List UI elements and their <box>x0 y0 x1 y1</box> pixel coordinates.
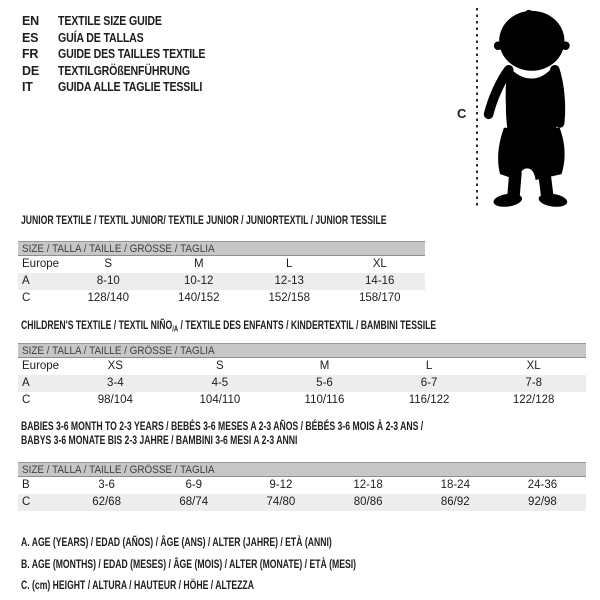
age-cell: 7-8 <box>525 377 542 389</box>
age-cell: 14-16 <box>365 275 395 287</box>
row-label: B <box>22 479 30 491</box>
height-cell: 104/110 <box>199 394 241 406</box>
months-cell: 24-36 <box>527 479 558 491</box>
months-cell: 3-6 <box>98 479 115 491</box>
height-measure-dotted-line <box>476 8 478 206</box>
junior-section-title: JUNIOR TEXTILE / TEXTIL JUNIOR/ TEXTILE JUNIOR / JUNIORTEXTIL / JUNIOR TESSILE <box>21 213 387 227</box>
row-label: Europe <box>22 258 60 270</box>
table-row-age <box>18 375 586 392</box>
legend-notes <box>21 532 486 597</box>
subscript-a: /A <box>172 324 179 334</box>
row-label: A <box>22 275 30 287</box>
row-label: A <box>22 377 30 389</box>
height-cell: 140/152 <box>177 292 220 304</box>
size-cell: L <box>425 360 433 372</box>
children-section-title: CHILDREN'S TEXTILE / TEXTIL NIÑO/A / TEXTILE DES ENFANTS / KINDERTEXTIL / BAMBINI TESSILE <box>21 318 437 334</box>
size-cell: XS <box>107 360 123 372</box>
table-row-height <box>18 290 425 307</box>
age-cell: 12-13 <box>274 275 304 287</box>
height-cell: 86/92 <box>440 496 470 508</box>
age-cell: 3-4 <box>106 377 124 389</box>
language-row-de <box>22 63 231 80</box>
children-size-table <box>18 343 586 409</box>
note-height-cm: C. (cm) HEIGHT / ALTURA / HAUTEUR / HÖHE / ALTEZZA <box>21 578 254 592</box>
language-row-it <box>22 79 231 96</box>
height-cell: 128/140 <box>87 292 130 304</box>
table-row-age <box>18 273 425 290</box>
height-cell: 110/116 <box>304 394 345 406</box>
table-row-europe <box>18 256 425 273</box>
height-cell: 122/128 <box>512 394 555 406</box>
language-row-fr <box>22 46 231 63</box>
months-cell: 9-12 <box>269 479 293 491</box>
height-cell: 68/74 <box>179 496 209 508</box>
row-label: Europe <box>22 360 60 372</box>
language-title: TEXTILE SIZE GUIDE <box>58 14 162 28</box>
size-cell: L <box>286 258 293 270</box>
age-cell: 10-12 <box>184 275 214 287</box>
size-header-bar: SIZE / TALLA / TAILLE / GRÖSSE / TAGLIA <box>18 241 425 256</box>
language-code: DE <box>22 63 39 78</box>
age-cell: 5-6 <box>316 377 333 389</box>
height-cell: 74/80 <box>266 496 296 508</box>
height-measure-label: C <box>457 106 467 121</box>
table-row-months <box>18 477 586 494</box>
toddler-silhouette-image <box>479 8 575 208</box>
size-header-bar: SIZE / TALLA / TAILLE / GRÖSSE / TAGLIA <box>18 462 586 477</box>
language-row-en <box>22 13 231 30</box>
size-cell: XL <box>526 360 541 372</box>
height-cell: 62/68 <box>92 496 121 508</box>
size-cell: S <box>216 360 224 372</box>
language-code: ES <box>22 30 39 45</box>
language-title-list <box>22 13 231 96</box>
junior-size-table <box>18 241 425 307</box>
size-header-bar: SIZE / TALLA / TAILLE / GRÖSSE / TAGLIA <box>18 343 586 358</box>
note-age-years: A. AGE (YEARS) / EDAD (AÑOS) / ÂGE (ANS) / ALTER (JAHRE) / ETÀ (ANNI) <box>21 535 332 549</box>
row-label: C <box>22 292 31 304</box>
height-cell: 80/86 <box>353 496 383 508</box>
age-cell: 6-7 <box>420 377 438 389</box>
language-title: GUIDA ALLE TAGLIE TESSILI <box>58 80 203 95</box>
age-cell: 8-10 <box>96 275 120 287</box>
size-cell: S <box>104 258 113 270</box>
language-code: EN <box>22 14 39 28</box>
language-title: TEXTILGRÖßENFÜHRUNG <box>58 63 190 78</box>
months-cell: 12-18 <box>353 479 383 491</box>
months-cell: 6-9 <box>185 479 203 491</box>
height-cell: 116/122 <box>408 394 450 406</box>
language-code: FR <box>22 47 39 62</box>
age-cell: 4-5 <box>211 377 229 389</box>
babies-size-table <box>18 462 586 511</box>
note-age-months: B. AGE (MONTHS) / EDAD (MESES) / ÂGE (MOIS) / ALTER (MONATE) / ETÀ (MESI) <box>21 556 357 571</box>
language-row-es <box>22 30 231 47</box>
table-row-height <box>18 392 586 409</box>
height-cell: 92/98 <box>528 496 557 508</box>
row-label: C <box>22 394 31 406</box>
months-cell: 18-24 <box>440 479 470 491</box>
size-cell: XL <box>372 258 387 270</box>
row-label: C <box>22 496 31 508</box>
height-cell: 158/170 <box>358 292 401 304</box>
language-title: GUÍA DE TALLAS <box>58 30 144 45</box>
table-row-height <box>18 494 586 511</box>
size-cell: M <box>319 360 330 372</box>
babies-section-title: BABIES 3-6 MONTH TO 2-3 YEARS / BEBÉS 3-6 MESES A 2-3 AÑOS / BÉBÉS 3-6 MOIS À 2-3 ANS / BABYS 3-6 MONATE BIS 2-3 JAHRE / BAMBINI 3-6 MESI A 2-3 ANNI <box>21 419 424 447</box>
size-cell: M <box>193 258 204 270</box>
height-cell: 98/104 <box>97 394 133 406</box>
language-code: IT <box>22 80 33 95</box>
height-cell: 152/158 <box>268 292 311 304</box>
language-title: GUIDE DES TAILLES TEXTILE <box>58 47 206 62</box>
table-row-europe <box>18 358 586 375</box>
